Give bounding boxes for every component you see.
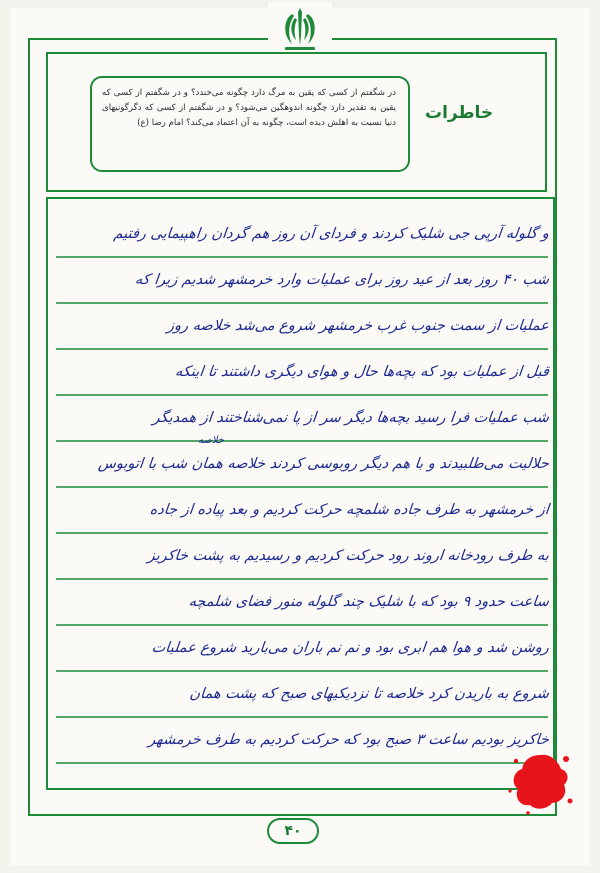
handwritten-line: حلالیت می‌طلبیدند و با هم دیگر روبوسی کردند خلاصه همان شب با اتوبوس [97,456,550,472]
red-ink-blot [506,745,576,817]
handwritten-line: قبل از عملیات بود که بچه‌ها حال و هوای دیگری داشتند تا اینکه [174,364,550,380]
hadith-quote: در شگفتم از کسی که یقین به مرگ دارد چگونه می‌خندد؟ و در شگفتم از کسی که یقین به تقدیر دارد چگونه اندوهگین می‌شود؟ و در شگفتم از کسی که دگرگونیهای دنیا نسبت به اهلش دیده است، چگونه به آن اعتماد می‌کند؟ امام رضا (ع) [90,76,410,172]
page-title: خاطرات [425,103,494,123]
iran-emblem-icon [268,2,332,58]
handwritten-line: شب ۴۰ روز بعد از عید روز برای عملیات وارد خرمشهر شدیم زیرا که [134,272,550,288]
handwritten-line: عملیات از سمت جنوب غرب خرمشهر شروع می‌شد خلاصه روز [166,318,550,334]
handwritten-line: روشن شد و هوا هم ابری بود و نم نم باران می‌بارید شروع عملیات [150,640,550,656]
page-number: ۴۰ [267,818,319,844]
handwritten-line: و گلوله آرپی جی شلیک کردند و فردای آن روز هم گردان راهپیمایی رفتیم [112,226,550,242]
handwritten-line: ساعت حدود ۹ بود که با شلیک چند گلوله منور فضای شلمچه [187,594,550,610]
handwritten-line: خاکریز بودیم ساعت ۳ صبح بود که حرکت کردیم به طرف خرمشهر [147,732,550,748]
handwritten-line: از خرمشهر به طرف جاده شلمچه حرکت کردیم و بعد پیاده از جاده [148,502,550,518]
interlinear-note: خلاصه [198,435,225,446]
handwritten-line: شروع به باریدن کرد خلاصه تا نزدیکیهای صبح که پشت همان [188,686,550,702]
handwritten-line: به طرف رودخانه اروند رود حرکت کردیم و رسیدیم به پشت خاکریز [146,548,550,564]
handwriting-area [46,197,555,790]
handwritten-line: شب عملیات فرا رسید بچه‌ها دیگر سر از پا نمی‌شناختند از همدیگر [151,410,550,426]
